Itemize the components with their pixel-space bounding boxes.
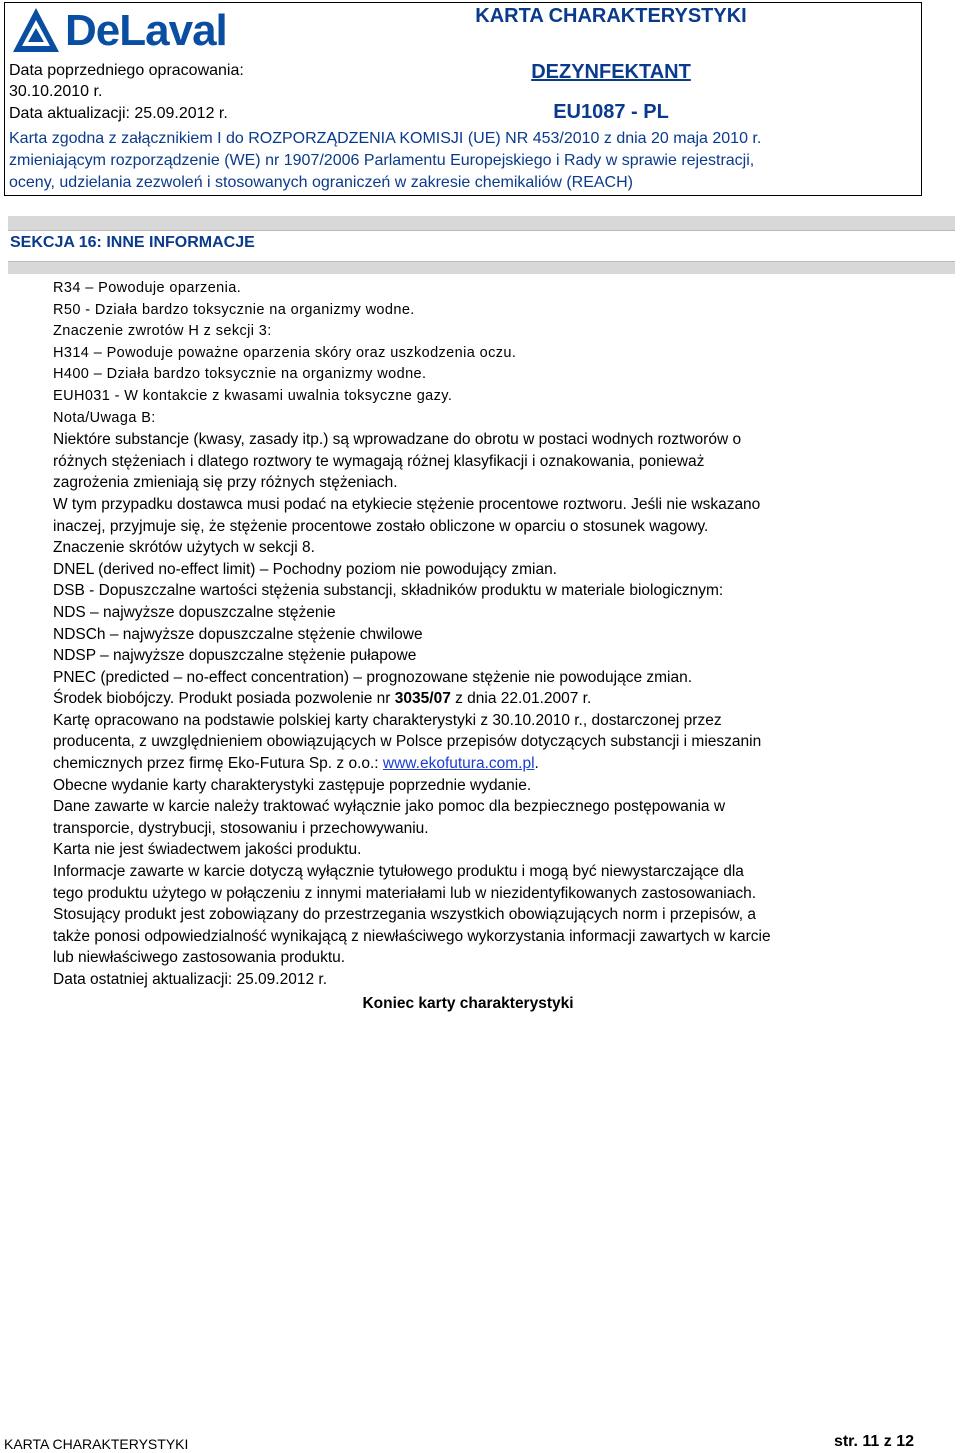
- text-line: inaczej, przyjmuje się, że stężenie procentowe zostało obliczone w oparciu o stosunek wagowy.: [53, 517, 709, 535]
- ekofutura-link[interactable]: www.ekofutura.com.pl: [382, 755, 535, 773]
- text-line: tego produktu użytego w połączeniu z innymi materiałami lub w niezidentyfikowanych zastosowaniach.: [53, 884, 757, 902]
- text-line: Stosujący produkt jest zobowiązany do przestrzegania wszystkich obowiązujących norm i przepisów, a: [53, 906, 757, 924]
- regulation-line-1: Karta zgodna z załącznikiem I do ROZPORZĄDZENIA KOMISJI (UE) NR 453/2010 z dnia 20 maja 2010 r.: [9, 130, 762, 147]
- text-line: R50 - Działa bardzo toksycznie na organizmy wodne.: [53, 301, 415, 318]
- document-header: [4, 2, 922, 196]
- regulation-line-3: oceny, udzielania zezwoleń i stosowanych ograniczeń w zakresie chemikaliów (REACH): [9, 174, 633, 191]
- text-line: Informacje zawarte w karcie dotyczą wyłącznie tytułowego produktu i mogą być niewystarczające dla: [53, 863, 744, 881]
- footer-doc-type: KARTA CHARAKTERYSTYKI: [4, 1436, 189, 1452]
- update-date: Data aktualizacji: 25.09.2012 r.: [9, 105, 228, 122]
- text-line: W tym przypadku dostawca musi podać na etykiecie stężenie procentowe roztworu. Jeśli nie wskazano: [53, 495, 761, 513]
- section-title: SEKCJA 16: INNE INFORMACJE: [10, 234, 255, 251]
- permit-number: 3035/07: [394, 690, 451, 708]
- text-line: DSB - Dopuszczalne wartości stężenia substancji, składników produktu w materiale biologicznym:: [53, 582, 724, 600]
- text-line: różnych stężeniach i dlatego roztwory te wymagają różnej klasyfikacji i oznakowania, ponieważ: [53, 452, 705, 470]
- text-line: Data ostatniej aktualizacji: 25.09.2012 r.: [53, 971, 328, 988]
- text-line: R34 – Powoduje oparzenia.: [53, 280, 242, 296]
- text-line: NDSCh – najwyższe dopuszczalne stężenie chwilowe: [53, 625, 423, 643]
- text-line: także ponosi odpowiedzialność wynikającą z niewłaściwego wykorzystania informacji zawartych w karcie: [53, 927, 771, 945]
- text-line: H314 – Powoduje poważne oparzenia skóry oraz uszkodzenia oczu.: [53, 344, 517, 361]
- product-code: EU1087 - PL: [553, 101, 669, 123]
- logo-wordmark: DeLaval: [65, 6, 227, 55]
- prev-date-value: 30.10.2010 r.: [9, 83, 103, 100]
- biocide-suffix: z dnia 22.01.2007 r.: [450, 690, 592, 708]
- delaval-logo: [11, 5, 301, 57]
- text-line: EUH031 - W kontakcie z kwasami uwalnia toksyczne gazy.: [53, 387, 453, 404]
- product-name: DEZYNFEKTANT: [531, 61, 691, 83]
- source-line-3-prefix: chemicznych przez firmę Eko-Futura Sp. z o.o.:: [53, 755, 383, 773]
- text-line: Karta nie jest świadectwem jakości produktu.: [53, 841, 362, 859]
- source-line-3-suffix: .: [534, 755, 539, 773]
- biocide-line: [53, 688, 933, 710]
- text-line: NDSP – najwyższe dopuszczalne stężenie pułapowe: [53, 647, 417, 665]
- footer-page-number: str. 11 z 12: [833, 1433, 914, 1450]
- text-line: Niektóre substancje (kwasy, zasady itp.) są wprowadzane do obrotu w postaci wodnych roztworów o: [53, 431, 742, 449]
- doc-type-title: KARTA CHARAKTERYSTYKI: [475, 5, 747, 27]
- text-line: Znaczenie skrótów użytych w sekcji 8.: [53, 539, 315, 557]
- text-line: Znaczenie zwrotów H z sekcji 3:: [53, 323, 272, 340]
- text-line: Nota/Uwaga B:: [53, 409, 156, 426]
- text-line: PNEC (predicted – no-effect concentration) – prognozowane stężenie nie powodujące zmian.: [53, 668, 693, 686]
- text-line: Dane zawarte w karcie należy traktować wyłącznie jako pomoc dla bezpiecznego postępowania w: [53, 798, 726, 816]
- end-of-document: Koniec karty charakterystyki: [362, 994, 574, 1012]
- delaval-logo-icon: [11, 6, 61, 56]
- biocide-prefix: Środek biobójczy. Produkt posiada pozwolenie nr: [53, 690, 395, 708]
- text-line: transporcie, dystrybucji, stosowaniu i przechowywaniu.: [53, 819, 429, 837]
- text-line: lub niewłaściwego zastosowania produktu.: [53, 949, 346, 967]
- text-line: zagrożenia zmieniają się przy różnych stężeniach.: [53, 474, 398, 492]
- regulation-line-2: zmieniającym rozporządzenie (WE) nr 1907/2006 Parlamentu Europejskiego i Rady w sprawie rejestracji,: [9, 152, 755, 169]
- source-line-3: [53, 753, 933, 775]
- text-line: H400 – Działa bardzo toksycznie na organizmy wodne.: [53, 366, 427, 383]
- section-content: [53, 278, 933, 1014]
- text-line: Obecne wydanie karty charakterystyki zastępuje poprzednie wydanie.: [53, 776, 532, 794]
- source-line-2: producenta, z uwzględnieniem obowiązujących w Polsce przepisów dotyczących substancji i mieszanin: [53, 733, 762, 751]
- text-line: DNEL (derived no-effect limit) – Pochodny poziom nie powodujący zmian.: [53, 560, 557, 578]
- source-line-1: Kartę opracowano na podstawie polskiej karty charakterystyki z 30.10.2010 r., dostarczonej przez: [53, 711, 722, 729]
- prev-date-label: Data poprzedniego opracowania:: [9, 62, 244, 79]
- text-line: NDS – najwyższe dopuszczalne stężenie: [53, 603, 336, 621]
